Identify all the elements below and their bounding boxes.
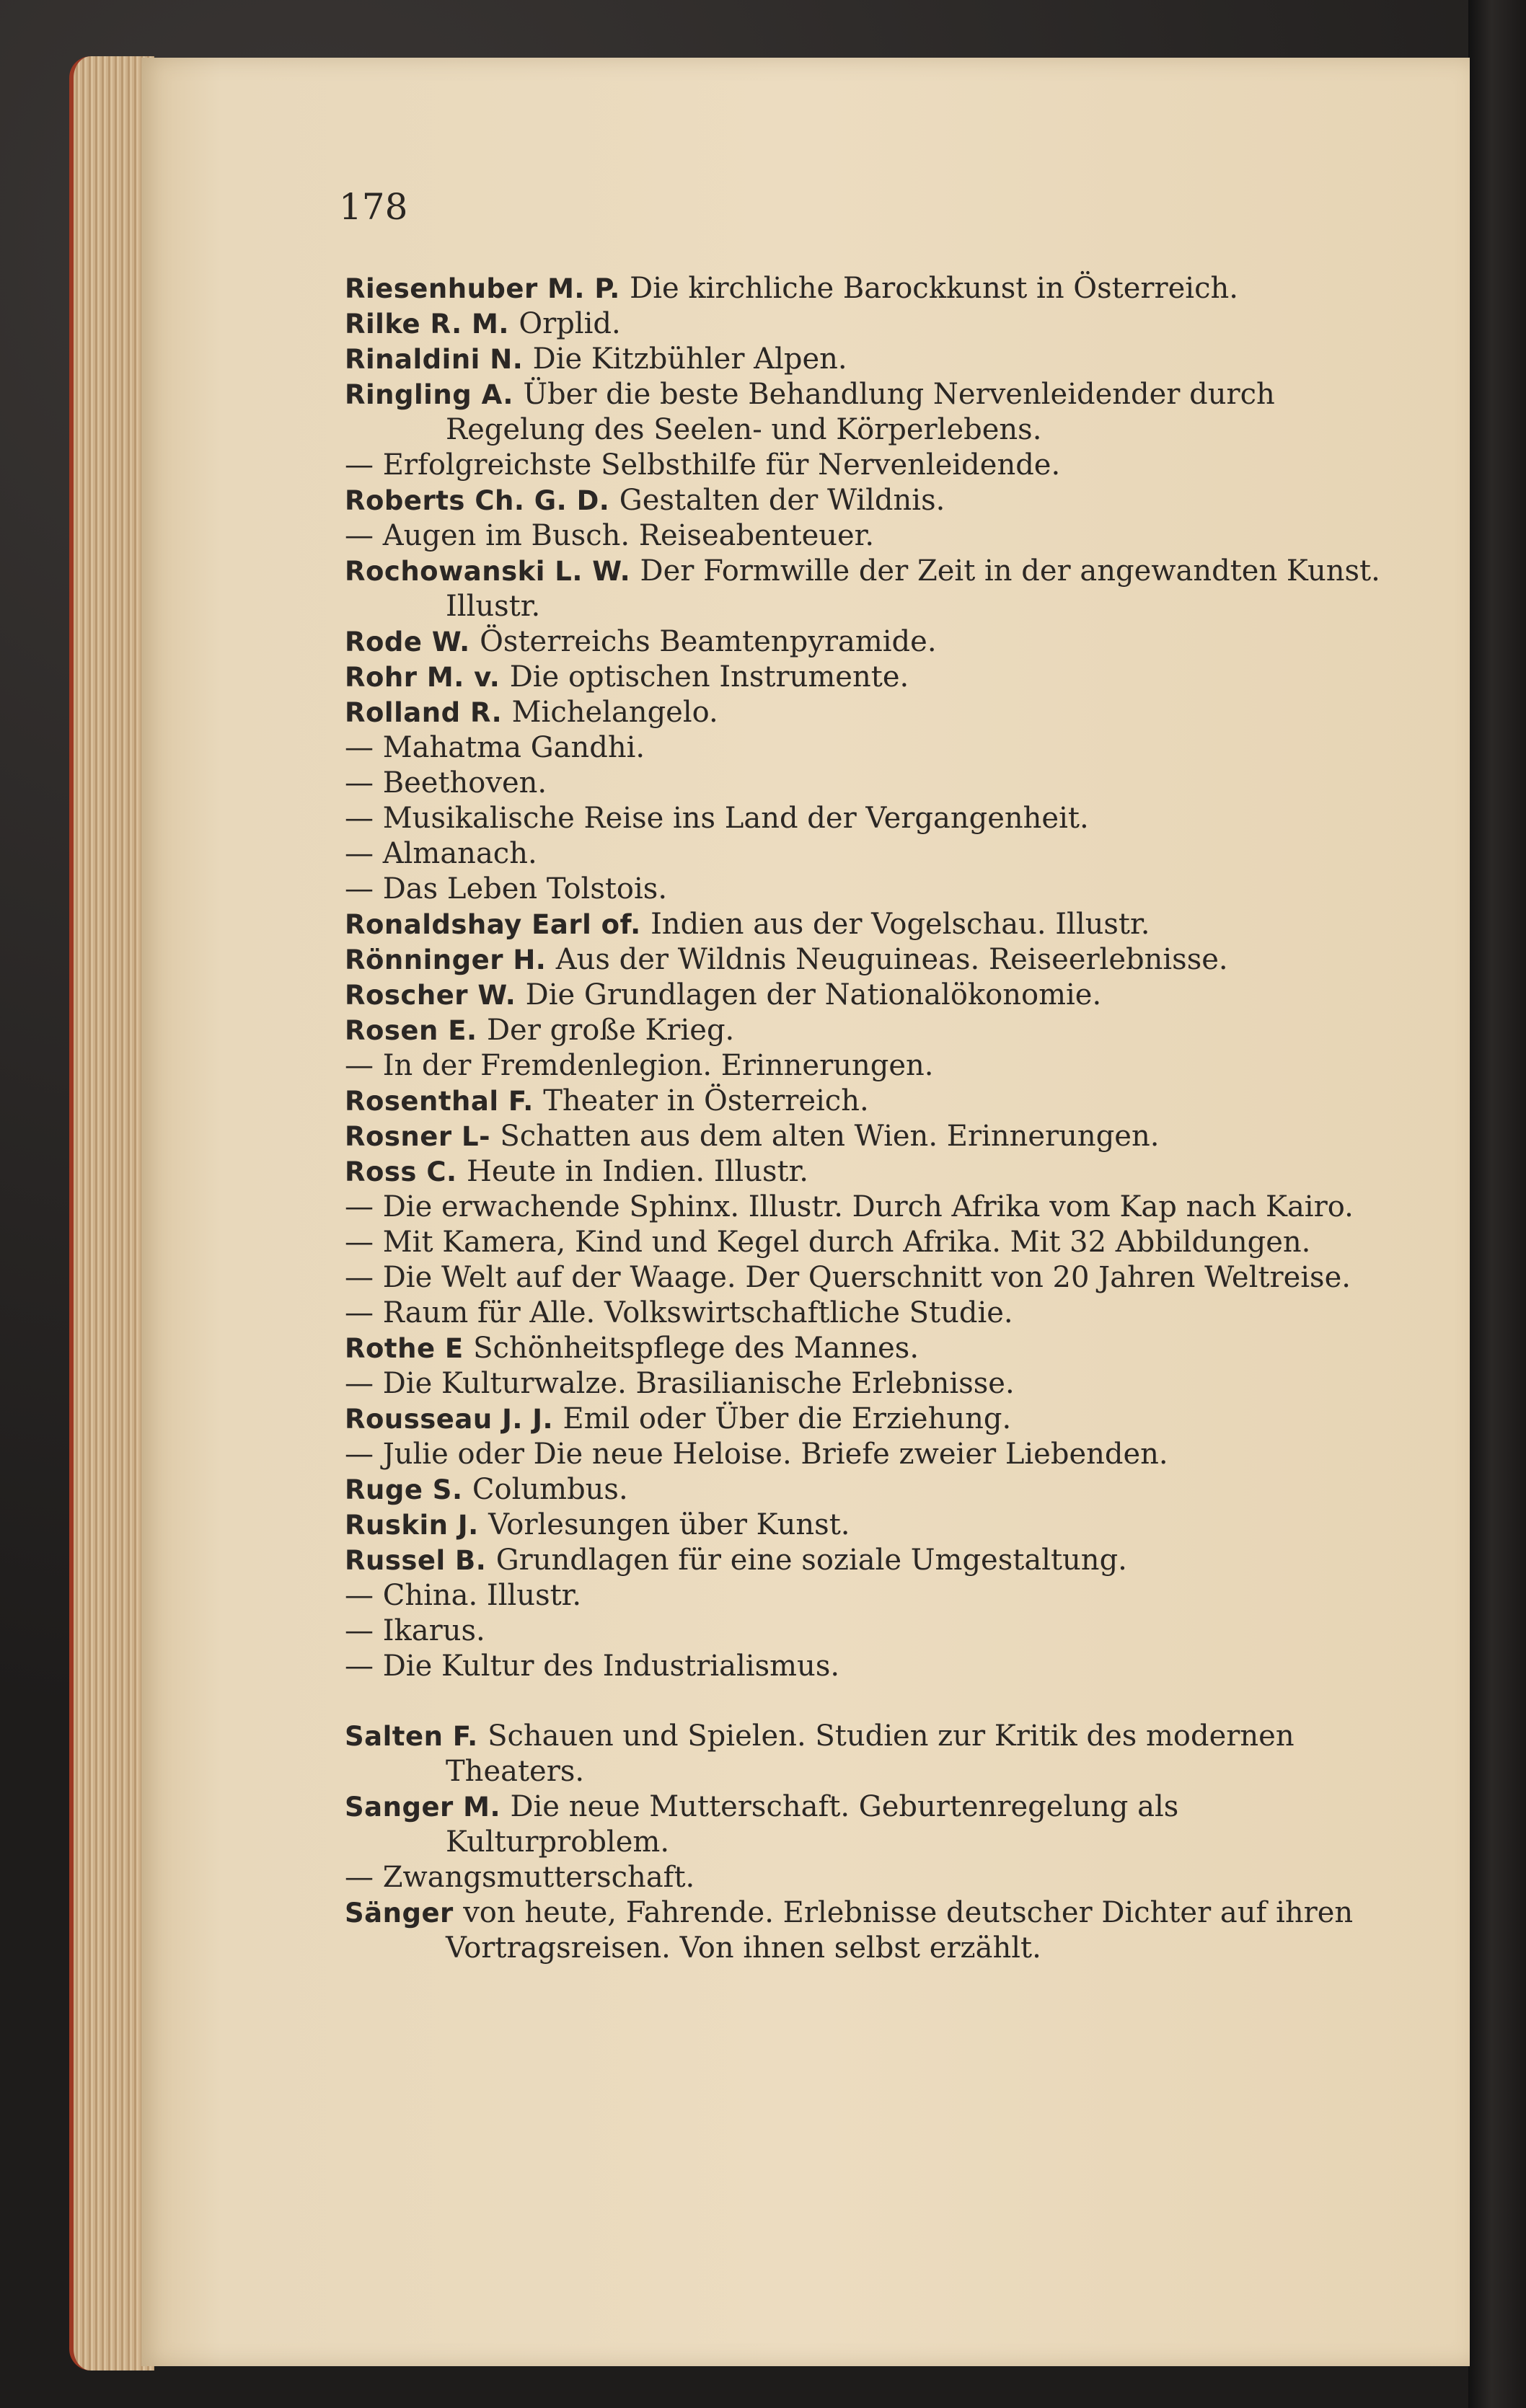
entry-author: Rousseau J. J. xyxy=(345,1404,554,1435)
entry-author: Rinaldini N. xyxy=(345,344,524,375)
entry-title: Die neue Mutterschaft. Geburtenregelung als Kulturproblem. xyxy=(446,1790,1179,1859)
entry-author: Rolland R. xyxy=(345,697,503,728)
bibliography-entry xyxy=(345,1508,1390,1543)
bibliography-entry xyxy=(345,554,1390,624)
bibliography-entry xyxy=(345,1260,1390,1296)
bibliography-entry xyxy=(345,1543,1390,1578)
entry-title: Julie oder Die neue Heloise. Briefe zweier Liebenden. xyxy=(382,1438,1168,1471)
bibliography-entry xyxy=(345,695,1390,730)
bibliography-entry xyxy=(345,1013,1390,1048)
bibliography-entry xyxy=(345,730,1390,766)
entry-title: Zwangsmutterschaft. xyxy=(382,1861,695,1894)
entry-title: Beethoven. xyxy=(382,766,547,800)
entry-title: Der große Krieg. xyxy=(486,1014,735,1047)
entry-title: Über die beste Behandlung Nervenleidender durch Regelung des Seelen- und Körperlebens. xyxy=(446,378,1275,446)
page-number: 178 xyxy=(339,186,408,228)
bibliography-entry xyxy=(345,271,1390,306)
bibliography-entry xyxy=(345,1789,1390,1860)
bibliography-entry xyxy=(345,1860,1390,1895)
bibliography-entry xyxy=(345,907,1390,942)
bibliography-entry xyxy=(345,1614,1390,1649)
entry-title: Michelangelo. xyxy=(511,696,718,729)
entry-title: Emil oder Über die Erziehung. xyxy=(563,1402,1012,1435)
entry-author: Ruge S. xyxy=(345,1474,463,1505)
entry-author: Roscher W. xyxy=(345,980,516,1011)
entry-title: Grundlagen für eine soziale Umgestaltung. xyxy=(495,1544,1127,1577)
bibliography-entry xyxy=(345,1472,1390,1508)
bibliography-entry xyxy=(345,624,1390,660)
bibliography-entry xyxy=(345,483,1390,518)
entry-author: Russel B. xyxy=(345,1545,487,1576)
bibliography-entry xyxy=(345,1084,1390,1119)
entry-title: Schatten aus dem alten Wien. Erinnerungen. xyxy=(500,1120,1160,1153)
entry-title: In der Fremdenlegion. Erinnerungen. xyxy=(382,1049,934,1082)
entry-author: Rosen E. xyxy=(345,1015,477,1046)
entry-ditto-dash: — xyxy=(345,1861,374,1894)
entry-ditto-dash: — xyxy=(345,837,374,870)
entry-title: Die kirchliche Barockkunst in Österreich. xyxy=(630,272,1238,305)
entry-ditto-dash: — xyxy=(345,1614,374,1647)
entry-title: Heute in Indien. Illustr. xyxy=(466,1155,808,1188)
bibliography-entry xyxy=(345,377,1390,448)
entry-title: Die Kitzbühler Alpen. xyxy=(532,342,847,376)
entry-title: Mahatma Gandhi. xyxy=(382,731,645,764)
entry-ditto-dash: — xyxy=(345,1226,374,1259)
entry-ditto-dash: — xyxy=(345,1296,374,1329)
entry-title: Ikarus. xyxy=(382,1614,485,1647)
bibliography-entry xyxy=(345,942,1390,978)
entry-title: Die Kulturwalze. Brasilianische Erlebnisse. xyxy=(382,1367,1015,1400)
entry-title: Almanach. xyxy=(382,837,537,870)
entry-ditto-dash: — xyxy=(345,1049,374,1082)
bibliography-entry xyxy=(345,448,1390,483)
entry-author: Ronaldshay Earl of. xyxy=(345,909,641,940)
bibliography-entry xyxy=(345,1437,1390,1472)
entry-author: Rochowanski L. W. xyxy=(345,556,631,587)
entry-author: Ringling A. xyxy=(345,379,513,410)
entry-author: Salten F. xyxy=(345,1721,478,1752)
entry-title: China. Illustr. xyxy=(382,1579,582,1612)
entry-title: Mit Kamera, Kind und Kegel durch Afrika. Mit 32 Abbildungen. xyxy=(382,1226,1311,1259)
entry-title: Österreichs Beamtenpyramide. xyxy=(480,625,937,658)
bibliography-entry xyxy=(345,1402,1390,1437)
bibliography-entry xyxy=(345,342,1390,377)
entry-ditto-dash: — xyxy=(345,1367,374,1400)
entry-ditto-dash: — xyxy=(345,1579,374,1612)
bibliography-entry xyxy=(345,801,1390,836)
entry-author: Ruskin J. xyxy=(345,1510,479,1541)
entry-ditto-dash: — xyxy=(345,802,374,835)
entry-title: Columbus. xyxy=(472,1473,628,1506)
book-spine-right xyxy=(1468,0,1526,2408)
bibliography-entry xyxy=(345,1719,1390,1789)
entry-title: Der Formwille der Zeit in der angewandten Kunst. Illustr. xyxy=(446,554,1380,623)
bibliography-entry xyxy=(345,1366,1390,1402)
entry-title: Die Kultur des Industrialismus. xyxy=(382,1650,840,1683)
entry-title: Augen im Busch. Reiseabenteuer. xyxy=(382,519,875,552)
bibliography-entry xyxy=(345,1578,1390,1614)
bibliography-entry xyxy=(345,1048,1390,1084)
entry-ditto-dash: — xyxy=(345,1190,374,1223)
bibliography-entry xyxy=(345,1649,1390,1684)
entry-ditto-dash: — xyxy=(345,519,374,552)
entry-author: Rothe E xyxy=(345,1333,464,1364)
bibliography-entry xyxy=(345,978,1390,1013)
bibliography-entry xyxy=(345,1119,1390,1154)
entry-title: Gestalten der Wildnis. xyxy=(619,484,945,517)
bibliography-list xyxy=(345,271,1390,1966)
entry-title: Erfolgreichste Selbsthilfe für Nervenleidende. xyxy=(382,448,1061,482)
entry-ditto-dash: — xyxy=(345,448,374,482)
entry-author: Rode W. xyxy=(345,627,470,658)
entry-title: Schauen und Spielen. Studien zur Kritik des modernen Theaters. xyxy=(446,1719,1295,1788)
entry-title: Aus der Wildnis Neuguineas. Reiseerlebnisse. xyxy=(555,943,1228,976)
bibliography-entry xyxy=(345,836,1390,872)
entry-author: Rilke R. M. xyxy=(345,309,509,340)
entry-author: Riesenhuber M. P. xyxy=(345,273,620,304)
bibliography-entry xyxy=(345,1225,1390,1260)
bibliography-entry xyxy=(345,1190,1390,1225)
entry-title: Theater in Österreich. xyxy=(543,1084,869,1117)
entry-author: Sänger xyxy=(345,1898,454,1929)
bibliography-entry xyxy=(345,306,1390,342)
entry-author: Sanger M. xyxy=(345,1792,501,1823)
bibliography-entry xyxy=(345,660,1390,695)
bibliography-entry xyxy=(345,872,1390,907)
entry-ditto-dash: — xyxy=(345,766,374,800)
bibliography-entry xyxy=(345,1895,1390,1966)
entry-title: Das Leben Tolstois. xyxy=(382,872,668,906)
entry-title: Orplid. xyxy=(519,307,621,340)
bibliography-entry xyxy=(345,766,1390,801)
entry-ditto-dash: — xyxy=(345,1261,374,1294)
entry-title: von heute, Fahrende. Erlebnisse deutscher Dichter auf ihren Vortragsreisen. Von ihnen selbst erzählt. xyxy=(446,1896,1354,1965)
entry-title: Die optischen Instrumente. xyxy=(509,660,909,694)
entry-author: Rosner L- xyxy=(345,1121,490,1152)
entry-ditto-dash: — xyxy=(345,1438,374,1471)
entry-title: Indien aus der Vogelschau. Illustr. xyxy=(650,908,1150,941)
entry-ditto-dash: — xyxy=(345,731,374,764)
entry-title: Die Welt auf der Waage. Der Querschnitt von 20 Jahren Weltreise. xyxy=(382,1261,1351,1294)
entry-ditto-dash: — xyxy=(345,1650,374,1683)
bibliography-entry xyxy=(345,1296,1390,1331)
bibliography-entry xyxy=(345,518,1390,554)
entry-author: Ross C. xyxy=(345,1156,457,1187)
entry-title: Musikalische Reise ins Land der Vergangenheit. xyxy=(382,802,1089,835)
entry-title: Raum für Alle. Volkswirtschaftliche Studie. xyxy=(382,1296,1013,1329)
entry-title: Die erwachende Sphinx. Illustr. Durch Afrika vom Kap nach Kairo. xyxy=(382,1190,1354,1223)
entry-author: Roberts Ch. G. D. xyxy=(345,485,610,516)
entry-author: Rönninger H. xyxy=(345,944,547,975)
bibliography-entry xyxy=(345,1331,1390,1366)
entry-author: Rosenthal F. xyxy=(345,1086,534,1117)
entry-ditto-dash: — xyxy=(345,872,374,906)
entry-title: Die Grundlagen der Nationalökonomie. xyxy=(525,978,1102,1012)
entry-title: Schönheitspflege des Mannes. xyxy=(473,1332,919,1365)
entry-title: Vorlesungen über Kunst. xyxy=(488,1508,850,1541)
entry-author: Rohr M. v. xyxy=(345,662,500,693)
bibliography-entry xyxy=(345,1154,1390,1190)
